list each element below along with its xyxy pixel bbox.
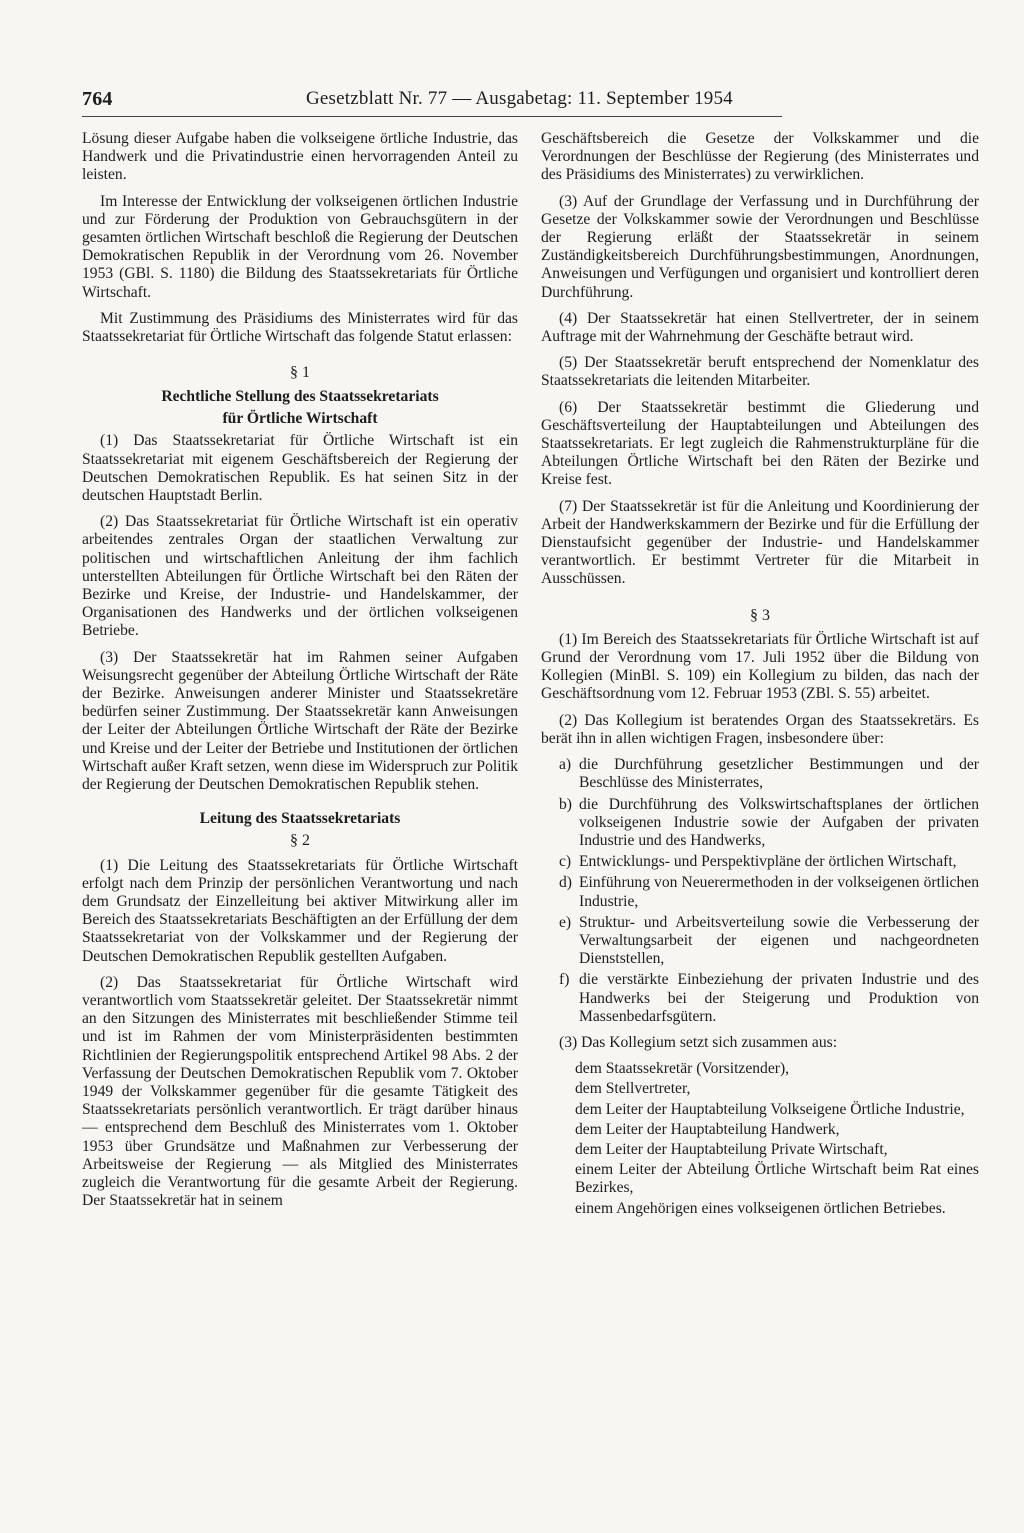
list-item-label: f) (559, 971, 570, 989)
list-item (541, 853, 979, 871)
section-heading-line-1: Rechtliche Stellung des Staatssekretariats (161, 388, 439, 406)
member-entry: dem Leiter der Hauptabteilung Handwerk, (575, 1120, 840, 1138)
member-entry: einem Angehörigen eines volkseigenen örtlichen Betriebes. (575, 1199, 946, 1217)
list-item-label: a) (559, 756, 572, 774)
paragraph: (1) Das Staatssekretariat für Örtliche Wirtschaft ist ein Staatssekretariat mit eigenem Geschäftsbereich der Regierung der Deutschen Demokratischen Republik. Es hat seinen Sitz in der deutschen Hauptstadt Berlin. (82, 432, 518, 505)
list-item-text: Einführung von Neuerermethoden in der volkseigenen örtlichen Industrie, (579, 874, 979, 910)
paragraph: Mit Zustimmung des Präsidiums des Ministerrates wird für das Staatssekretariat für Örtliche Wirtschaft das folgende Statut erlassen: (82, 309, 518, 346)
list-item (541, 796, 979, 851)
section-mark-2: § 2 (290, 832, 310, 850)
paragraph: Im Interesse der Entwicklung der volkseigenen örtlichen Industrie und zur Förderung der Produktion von Gebrauchsgütern in der gesamten örtlichen Wirtschaft beschloß die Regierung der Deutschen Demokratischen Republik in der Verordnung vom 26. November 1953 (GBl. S. 1180) die Bildung des Staatssekretariats für Örtliche Wirtschaft. (82, 192, 518, 301)
list-item-text: die Durchführung gesetzlicher Bestimmungen und der Beschlüsse des Ministerrates, (579, 756, 979, 792)
paragraph: (2) Das Staatssekretariat für Örtliche Wirtschaft wird verantwortlich vom Staatssekretär geleitet. Der Staatssekretär nimmt an den Sitzungen des Ministerrates mit beschließender Stimme teil und ist im Rahmen der vom Ministerpräsidenten bestimmten Richtlinien der Regierungspolitik entsprechend Artikel 98 Abs. 2 der Verfassung der Deutschen Demokratischen Republik vom 7. Oktober 1949 der Volkskammer gegenüber für die gesamte Tätigkeit des Staatssekretariats persönlich verantwortlich. Er trägt darüber hinaus — entsprechend dem Beschluß des Ministerrates vom 1. Oktober 1953 über Grundsätze und Maßnahmen zur Verbesserung der Arbeitsweise der Regierung — als Mitglied des Ministerrates zugleich die Verantwortung für die gesamte Arbeit der Regierung. Der Staatssekretär hat in seinem (82, 973, 518, 1210)
member-entry: dem Stellvertreter, (575, 1080, 691, 1098)
paragraph: (7) Der Staatssekretär ist für die Anleitung und Koordinierung der Arbeit der Handwerkskammern der Bezirke und für die Erfüllung der Dienstaufsicht gegenüber der Industrie- und Handelskammer verantwortlich. Er bestimmt Vertreter für die Mitarbeit in Ausschüssen. (541, 497, 979, 588)
paragraph: Lösung dieser Aufgabe haben die volkseigene örtliche Industrie, das Handwerk und die Privatindustrie einen hervorragenden Anteil zu leisten. (82, 130, 518, 184)
member-entry: dem Leiter der Hauptabteilung Volkseigene Örtliche Industrie, (575, 1100, 965, 1118)
section-heading: Leitung des Staatssekretariats (199, 810, 401, 828)
list-item-text: Entwicklungs- und Perspektivpläne der örtlichen Wirtschaft, (579, 853, 957, 871)
list-item-label: c) (559, 853, 572, 871)
list-item-label: d) (559, 874, 572, 892)
member-entry: einem Leiter der Abteilung Örtliche Wirtschaft beim Rat eines Bezirkes, (575, 1161, 979, 1197)
paragraph: (6) Der Staatssekretär bestimmt die Gliederung und Geschäftsverteilung der Hauptabteilungen und Abteilungen des Staatssekretariats. Er legt zugleich die Rahmenstrukturpläne für die Abteilungen Örtliche Wirtschaft bei den Räten der Bezirke und Kreise fest. (541, 398, 979, 489)
section-mark-3: § 3 (750, 606, 770, 624)
list-item (541, 756, 979, 792)
paragraph: (4) Der Staatssekretär hat einen Stellvertreter, der in seinem Auftrage mit der Wahrnehmung der Geschäfte betraut wird. (541, 309, 979, 346)
paragraph: (5) Der Staatssekretär beruft entsprechend der Nomenklatur des Staatssekretariats die leitenden Mitarbeiter. (541, 354, 979, 390)
page-header (82, 88, 782, 114)
list-item (541, 971, 979, 1026)
paragraph: (3) Auf der Grundlage der Verfassung und in Durchführung der Gesetze der Volkskammer sowie der Verordnungen und Beschlüsse der Regierung erläßt der Staatssekretär in seinem Zuständigkeitsbereich Durchführungsbestimmungen, Anordnungen, Anweisungen und Verfügungen und organisiert und kontrolliert deren Durchführung. (541, 192, 979, 301)
topic-list (541, 756, 979, 1026)
member-entry: dem Staatssekretär (Vorsitzender), (575, 1060, 790, 1078)
paragraph: (3) Das Kollegium setzt sich zusammen aus: (559, 1033, 838, 1051)
left-column (82, 130, 518, 1218)
list-item (541, 914, 979, 969)
header-rule (82, 116, 782, 117)
list-item-label: e) (559, 913, 572, 931)
member-entry: dem Leiter der Hauptabteilung Private Wirtschaft, (575, 1140, 888, 1158)
paragraph: (2) Das Staatssekretariat für Örtliche Wirtschaft ist ein operativ arbeitendes zentrales Organ der staatlichen Verwaltung zur politischen und wirtschaftlichen Anleitung der ihm fachlich unterstellten Abteilungen für Örtliche Wirtschaft bei den Räten der Bezirke und Kreise, der Industrie- und Handelskammer, der Organisationen des Handwerks und der örtlichen volkseigenen Betriebe. (82, 513, 518, 640)
paragraph: Geschäftsbereich die Gesetze der Volkskammer und die Verordnungen der Beschlüsse der Regierung (des Ministerrates und des Präsidiums des Ministerrates) zu verwirklichen. (541, 130, 979, 184)
section-heading-line-2: für Örtliche Wirtschaft (222, 410, 378, 428)
paragraph: (1) Im Bereich des Staatssekretariats für Örtliche Wirtschaft ist auf Grund der Verordnung vom 17. Juli 1952 über die Bildung von Kollegien (MinBl. S. 109) ein Kollegium zu bilden, das nach der Geschäftsordnung vom 12. Februar 1953 (ZBl. S. 55) arbeitet. (541, 630, 979, 703)
running-title: Gesetzblatt Nr. 77 — Ausgabetag: 11. September 1954 (306, 88, 733, 109)
paragraph: (2) Das Kollegium ist beratendes Organ des Staatssekretärs. Es berät ihn in allen wichtigen Fragen, insbesondere über: (541, 711, 979, 747)
list-item (541, 874, 979, 910)
list-item-text: die verstärkte Einbeziehung der privaten Industrie und des Handwerks bei der Steigerung und Produktion von Massenbedarfsgütern. (579, 971, 979, 1025)
paragraph: (1) Die Leitung des Staatssekretariats für Örtliche Wirtschaft erfolgt nach dem Prinzip der persönlichen Verantwortung und nach dem Grundsatz der Einzelleitung bei aktiver Mitwirkung aller im Bereich des Staatssekretariats Beschäftigten an der Erfüllung der dem Staatssekretariat von der Volkskammer und der Regierung der Deutschen Demokratischen Republik gestellten Aufgaben. (82, 856, 518, 965)
right-column (541, 130, 979, 1220)
section-mark-1: § 1 (290, 364, 310, 382)
list-item-text: die Durchführung des Volkswirtschaftsplanes der örtlichen volkseigenen Industrie sowie der Aufgaben der privaten Industrie und des Handwerks, (579, 795, 979, 849)
paragraph: (3) Der Staatssekretär hat im Rahmen seiner Aufgaben Weisungsrecht gegenüber der Abteilung Örtliche Wirtschaft der Räte der Bezirke. Anweisungen anderer Minister und Staatssekretäre bedürfen seiner Zustimmung. Der Staatssekretär kann Anweisungen der Leiter der Abteilungen Örtliche Wirtschaft der Räte der Bezirke und Kreise und der Leiter der Betriebe und Institutionen der örtlichen Wirtschaft außer Kraft setzen, wenn diese im Widerspruch zur Politik der Regierung der Deutschen Demokratischen Republik stehen. (82, 648, 518, 794)
list-item-label: b) (559, 795, 572, 813)
member-list (541, 1060, 979, 1218)
page-number: 764 (82, 88, 113, 110)
list-item-text: Struktur- und Arbeitsverteilung sowie die Verbesserung der Verwaltungsarbeit der eigenen und nachgeordneten Dienststellen, (579, 913, 979, 968)
